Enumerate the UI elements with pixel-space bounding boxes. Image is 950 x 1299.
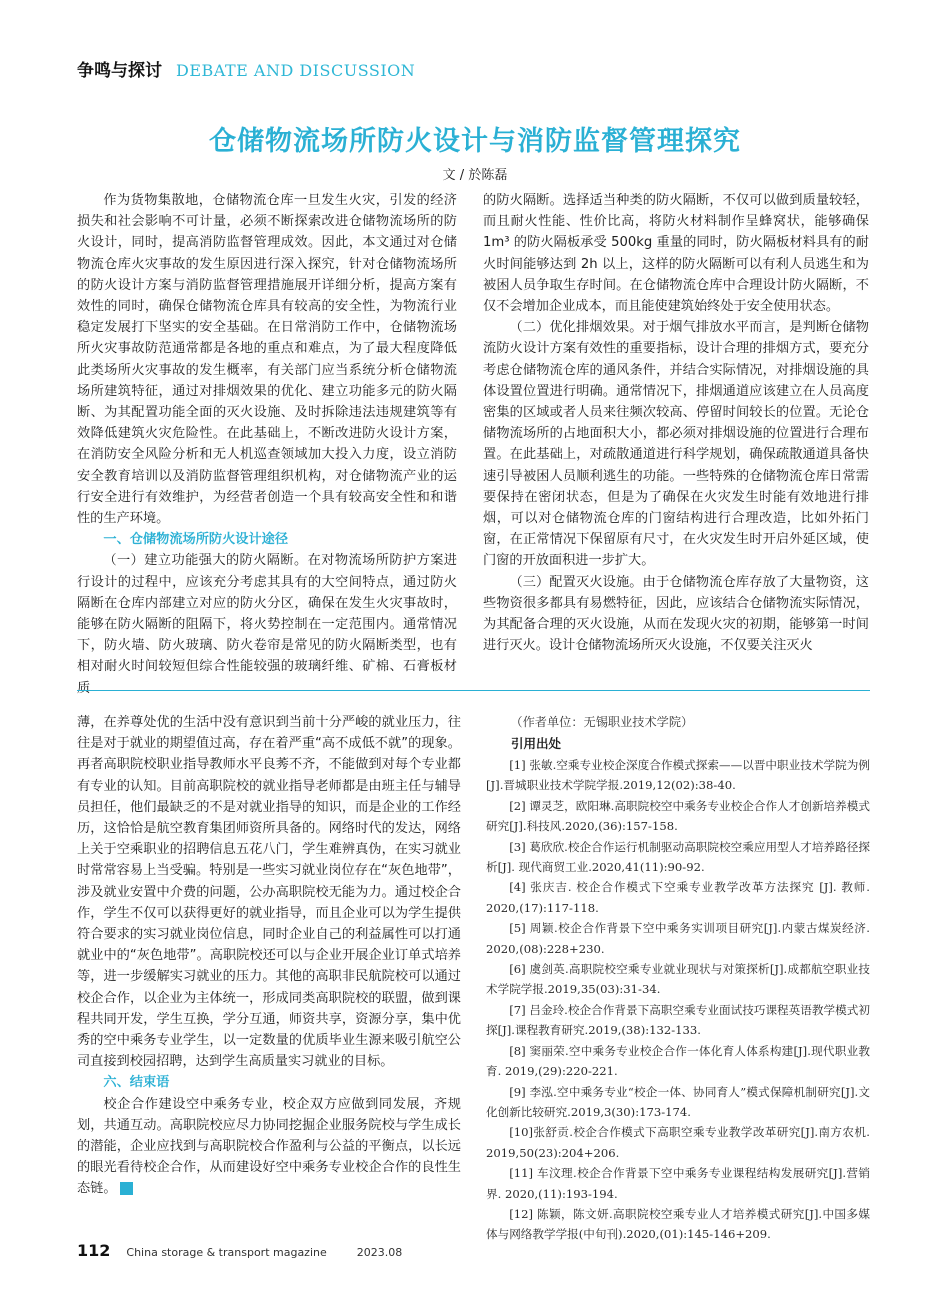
section-heading: 六、结束语 bbox=[103, 1075, 170, 1091]
column-name: 争鸣与探讨 bbox=[77, 61, 162, 81]
reference-item: [6] 虞剑英.高职院校空乘专业就业现状与对策探析[J].成都航空职业技术学院学报.2019,35(03):31-34. bbox=[486, 962, 870, 997]
previous-article-column bbox=[77, 712, 461, 1200]
paragraph: （一）建立功能强大的防火隔断。在对物流场所防护方案进行设计的过程中，应该充分考虑其具有的大空间特点，通过防火隔断在仓库内部建立对应的防火分区，确保在发生火灾事故时，能够在防火隔断的阻隔下，将火势控制在一定范围内。通常情况下，防火墙、防火玻璃、防火卷帘是常见的防火隔断类型，也有相对耐火时间较短但综合性能较强的玻璃纤维、矿棉、石膏板材质 bbox=[77, 553, 457, 696]
section-heading: 一、仓储物流场所防火设计途径 bbox=[103, 532, 289, 548]
reference-item: [4] 张庆吉. 校企合作模式下空乘专业教学改革方法探究 [J]. 教师. 2020,(17):117-118. bbox=[486, 880, 870, 915]
column-name-english: DEBATE AND DISCUSSION bbox=[176, 61, 416, 80]
magazine-name: China storage & transport magazine bbox=[126, 1246, 327, 1259]
article-title: 仓储物流场所防火设计与消防监督管理探究 bbox=[209, 126, 741, 157]
reference-item: [7] 吕金玲.校企合作背景下高职空乘专业面试技巧课程英语教学模式初探[J].课程教育研究.2019,(38):132-133. bbox=[486, 1002, 870, 1038]
reference-item: [3] 葛欣欣.校企合作运行机制驱动高职院校空乘应用型人才培养路径探析[J]. 现代商贸工业.2020,41(11):90-92. bbox=[486, 839, 870, 875]
reference-item: [10]张舒贡.校企合作模式下高职空乘专业教学改革研究[J].南方农机. 2019,50(23):204+206. bbox=[486, 1125, 870, 1160]
page-footer bbox=[77, 1241, 402, 1260]
paragraph: 校企合作建设空中乘务专业，校企双方应做到同发展，齐规划，共通互动。高职院校应尽力协同挖掘企业服务院校与学生成长的潜能，企业应找到与高职院校合作盈利与公益的平衡点，以长远的眼光看待校企合作，从而建设好空中乘务专业校企合作的良性生态链。 C bbox=[77, 1096, 461, 1197]
page-header bbox=[77, 56, 415, 86]
page-number: 112 bbox=[77, 1241, 111, 1260]
article-column-left bbox=[77, 190, 457, 699]
references-heading: 引用出处 bbox=[511, 736, 562, 751]
reference-item: [12] 陈颖，陈文妍.高职院校空乘专业人才培养模式研究[J].中国多媒体与网络教学学报(中旬刊).2020,(01):145-146+209. bbox=[486, 1206, 870, 1242]
section-divider bbox=[77, 690, 870, 691]
reference-list bbox=[486, 755, 870, 1245]
references-column bbox=[486, 712, 870, 1245]
reference-item: [9] 李泓.空中乘务专业“校企一体、协同育人”模式保障机制研究[J].文化创新比较研究.2019,3(30):173-174. bbox=[486, 1084, 870, 1119]
reference-item: [2] 谭灵芝，欧阳琳.高职院校空中乘务专业校企合作人才创新培养模式研究[J].科技风.2020,(36):157-158. bbox=[486, 798, 870, 834]
end-mark-icon: C bbox=[120, 1182, 133, 1195]
paragraph: （二）优化排烟效果。对于烟气排放水平而言，是判断仓储物流防火设计方案有效性的重要指标，设计合理的排烟方式，要充分考虑仓储物流仓库的通风条件，并结合实际情况，对排烟设施的具体设置位置进行明确。通常情况下，排烟通道应该建立在人员高度密集的区域或者人员来往频次较高、停留时间较长的位置。无论仓储物流场所的占地面积大小，都必须对排烟设施的位置进行合理布置。在此基础上，对疏散通道进行科学规划，确保疏散通道具备快速引导被困人员顺利逃生的功能。一些特殊的仓储物流仓库日常需要保持在密闭状态，但是为了确保在火灾发生时能有效地进行排烟，可以对仓储物流仓库的门窗结构进行合理改造，比如外拓门窗，在正常情况下保留原有尺寸，在火灾发生时开启外延区域，使门窗的开放面积进一步扩大。 bbox=[483, 320, 869, 569]
author-unit: （作者单位：无锡职业技术学院） bbox=[510, 715, 694, 729]
reference-item: [8] 窦丽荣.空中乘务专业校企合作一体化育人体系构建[J].现代职业教育. 2019,(29):220-221. bbox=[486, 1043, 870, 1079]
paragraph: 作为货物集散地，仓储物流仓库一旦发生火灾，引发的经济损失和社会影响不可计量，必须不断探索改进仓储物流场所的防火设计，同时，提高消防监督管理成效。因此，本文通过对仓储物流仓库火灾事故的发生原因进行深入探究，针对仓储物流场所的防火设计方案与消防监督管理措施展开详细分析，提高方案有效性的同时，确保仓储物流仓库具有较高的安全性，为物流行业稳定发展打下坚实的安全基础。在日常消防工作中，仓储物流场所火灾事故防范通常都是各地的重点和难点，为了最大程度降低此类场所火灾事故的发生概率，有关部门应当系统分析仓储物流场所建筑特征，通过对排烟效果的优化、建立功能多元的防火隔断、为其配置功能全面的灭火设施、及时拆除违法违规建筑等有效降低建筑火灾危险性。在此基础上，不断改进防火设计方案，在消防安全风险分析和无人机巡查领域加大投入力度，设立消防安全教育培训以及消防监督管理组织机构，对仓储物流产业的运行安全进行有效维护，为经营者创造一个具有较高安全性和和谐性的生产环境。 bbox=[77, 193, 457, 527]
reference-item: [5] 周颖.校企合作背景下空中乘务实训项目研究[J].内蒙古煤炭经济. 2020,(08):228+230. bbox=[486, 921, 870, 956]
article-column-right bbox=[483, 190, 869, 656]
paragraph: 的防火隔断。选择适当种类的防火隔断，不仅可以做到质量较轻，而且耐火性能、性价比高，将防火材料制作呈蜂窝状，能够确保 1m³ 的防火隔板承受 500kg 重量的同时，防火隔板材料具有的耐火时间能够达到 2h 以上，这样的防火隔断可以有利人员逃生和为被困人员争取生存时间。在仓储物流仓库中合理设计防火隔断，不仅不会增加企业成本，而且能使建筑始终处于安全使用状态。 bbox=[483, 193, 869, 315]
reference-item: [1] 张敏.空乘专业校企深度合作模式探索——以晋中职业技术学院为例[J].晋城职业技术学院学报.2019,12(02):38-40. bbox=[486, 758, 870, 793]
article-author: 文 / 於陈磊 bbox=[442, 168, 508, 183]
issue-date: 2023.08 bbox=[356, 1246, 403, 1259]
paragraph: 薄，在养尊处优的生活中没有意识到当前十分严峻的就业压力，往往是对于就业的期望值过高，存在着严重“高不成低不就”的现象。再者高职院校职业指导教师水平良莠不齐，不能做到对每个专业都有专业的认知。目前高职院校的就业指导老师都是由班主任与辅导员担任，他们最缺乏的不是对就业指导的知识，而是企业的工作经历，这恰恰是航空教育集团师资所具备的。网络时代的发达，网络上关于空乘职业的招聘信息五花八门，学生难辨真伪，在实习就业时常常容易上当受骗。特别是一些实习就业岗位存在“灰色地带”，涉及就业安置中介费的问题，公办高职院校无能为力。通过校企合作，学生不仅可以获得更好的就业指导，而且企业可以为学生提供符合要求的实习就业岗位信息，同时企业自己的利益属性可以打通就业中的“灰色地带”。高职院校还可以与企业开展企业订单式培养等，进一步缓解实习就业的压力。其他的高职非民航院校可以通过校企合作，以企业为主体统一，形成同类高职院校的联盟，做到课程共同开发，学生互换，学分互通，师资共享，资源分享，集中优秀的空中乘务专业学生，以一定数量的优质毕业生源来吸引航空公司直接到校园招聘，达到学生高质量实习就业的目标。 bbox=[77, 715, 461, 1070]
paragraph: （三）配置灭火设施。由于仓储物流仓库存放了大量物资，这些物资很多都具有易燃特征，因此，应该结合仓储物流实际情况，为其配备合理的灭火设施，从而在发现火灾的初期，能够第一时间进行灭火。设计仓储物流场所灭火设施，不仅要关注灭火 bbox=[483, 574, 869, 654]
reference-item: [11] 车汶理.校企合作背景下空中乘务专业课程结构发展研究[J].营销界. 2020,(11):193-194. bbox=[486, 1166, 870, 1201]
